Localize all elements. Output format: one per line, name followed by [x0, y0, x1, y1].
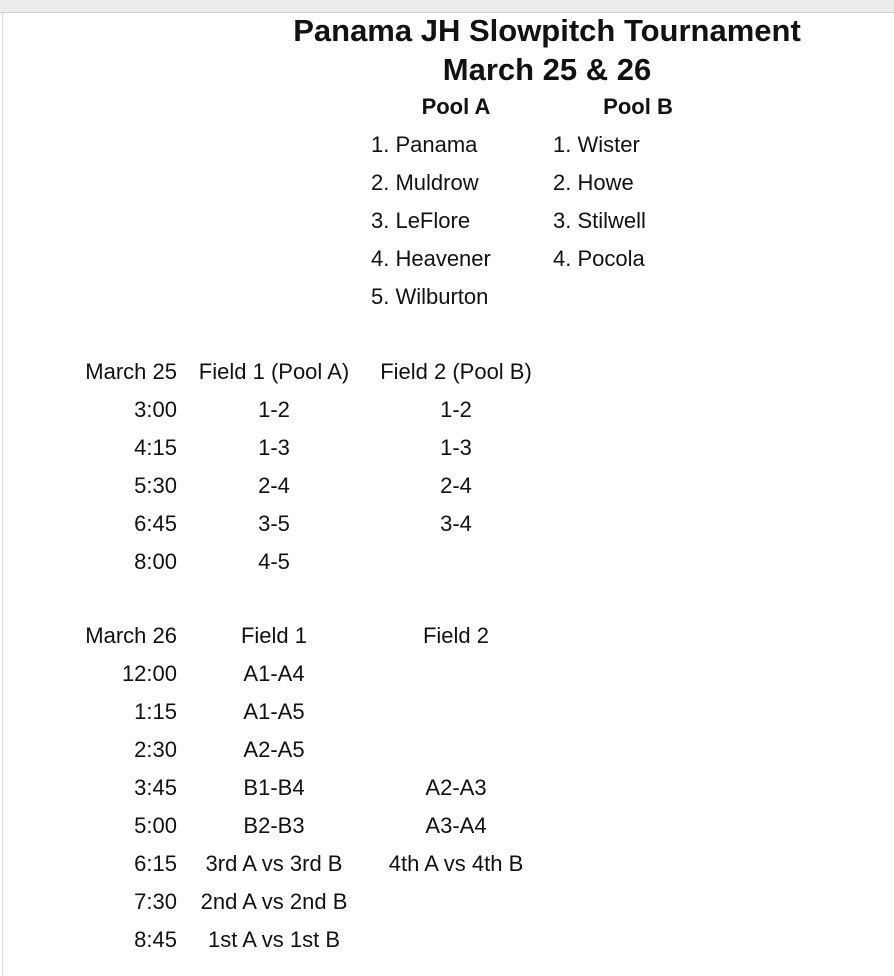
pool-a-team: 4. Heavener	[371, 246, 491, 271]
field1-game: B2-B3	[243, 813, 305, 838]
field2-game: 1-2	[440, 397, 472, 422]
ruler-bar	[0, 0, 894, 13]
pool-a-header: Pool A	[421, 94, 491, 119]
game-time: 8:00	[134, 549, 177, 574]
field2-game: A3-A4	[425, 813, 487, 838]
field2-game: A2-A3	[425, 775, 487, 800]
field1-game: 4-5	[258, 549, 290, 574]
pool-b-team: 2. Howe	[553, 170, 634, 195]
field1-game: A1-A4	[243, 661, 305, 686]
schedule-date: March 26	[85, 623, 177, 648]
pool-b-team: 4. Pocola	[553, 246, 645, 271]
field1-header: Field 1 (Pool A)	[198, 359, 350, 384]
game-time: 12:00	[121, 661, 177, 686]
pool-a-team: 3. LeFlore	[371, 208, 471, 233]
game-time: 6:15	[134, 851, 177, 876]
schedule-date: March 25	[85, 359, 177, 384]
game-time: 2:30	[134, 737, 177, 762]
field1-game: 2-4	[258, 473, 290, 498]
field1-header: Field 1	[240, 623, 308, 648]
field1-game: A1-A5	[243, 699, 305, 724]
pool-b-header: Pool B	[603, 94, 673, 119]
pool-b-team: 1. Wister	[553, 132, 640, 157]
pool-a-team: 1. Panama	[371, 132, 478, 157]
pool-a-team: 2. Muldrow	[371, 170, 479, 195]
game-time: 1:15	[134, 699, 177, 724]
sheet-edge	[2, 12, 3, 976]
field1-game: 1st A vs 1st B	[207, 927, 341, 952]
field1-game: A2-A5	[243, 737, 305, 762]
field2-game: 3-4	[440, 511, 472, 536]
game-time: 3:00	[134, 397, 177, 422]
page-subtitle: March 25 & 26	[442, 52, 652, 87]
game-time: 7:30	[134, 889, 177, 914]
game-time: 3:45	[134, 775, 177, 800]
game-time: 5:30	[134, 473, 177, 498]
game-time: 8:45	[134, 927, 177, 952]
pool-b-team: 3. Stilwell	[553, 208, 646, 233]
page-title: Panama JH Slowpitch Tournament	[293, 13, 801, 48]
field2-game: 4th A vs 4th B	[388, 851, 524, 876]
game-time: 4:15	[134, 435, 177, 460]
field1-game: 3rd A vs 3rd B	[205, 851, 343, 876]
field1-game: 1-3	[258, 435, 290, 460]
field2-game: 2-4	[440, 473, 472, 498]
field1-game: 1-2	[258, 397, 290, 422]
field1-game: 2nd A vs 2nd B	[200, 889, 348, 914]
field2-game: 1-3	[440, 435, 472, 460]
game-time: 5:00	[134, 813, 177, 838]
field1-game: 3-5	[258, 511, 290, 536]
field2-header: Field 2	[422, 623, 490, 648]
field1-game: B1-B4	[243, 775, 305, 800]
game-time: 6:45	[134, 511, 177, 536]
field2-header: Field 2 (Pool B)	[380, 359, 532, 384]
pool-a-team: 5. Wilburton	[371, 284, 489, 309]
